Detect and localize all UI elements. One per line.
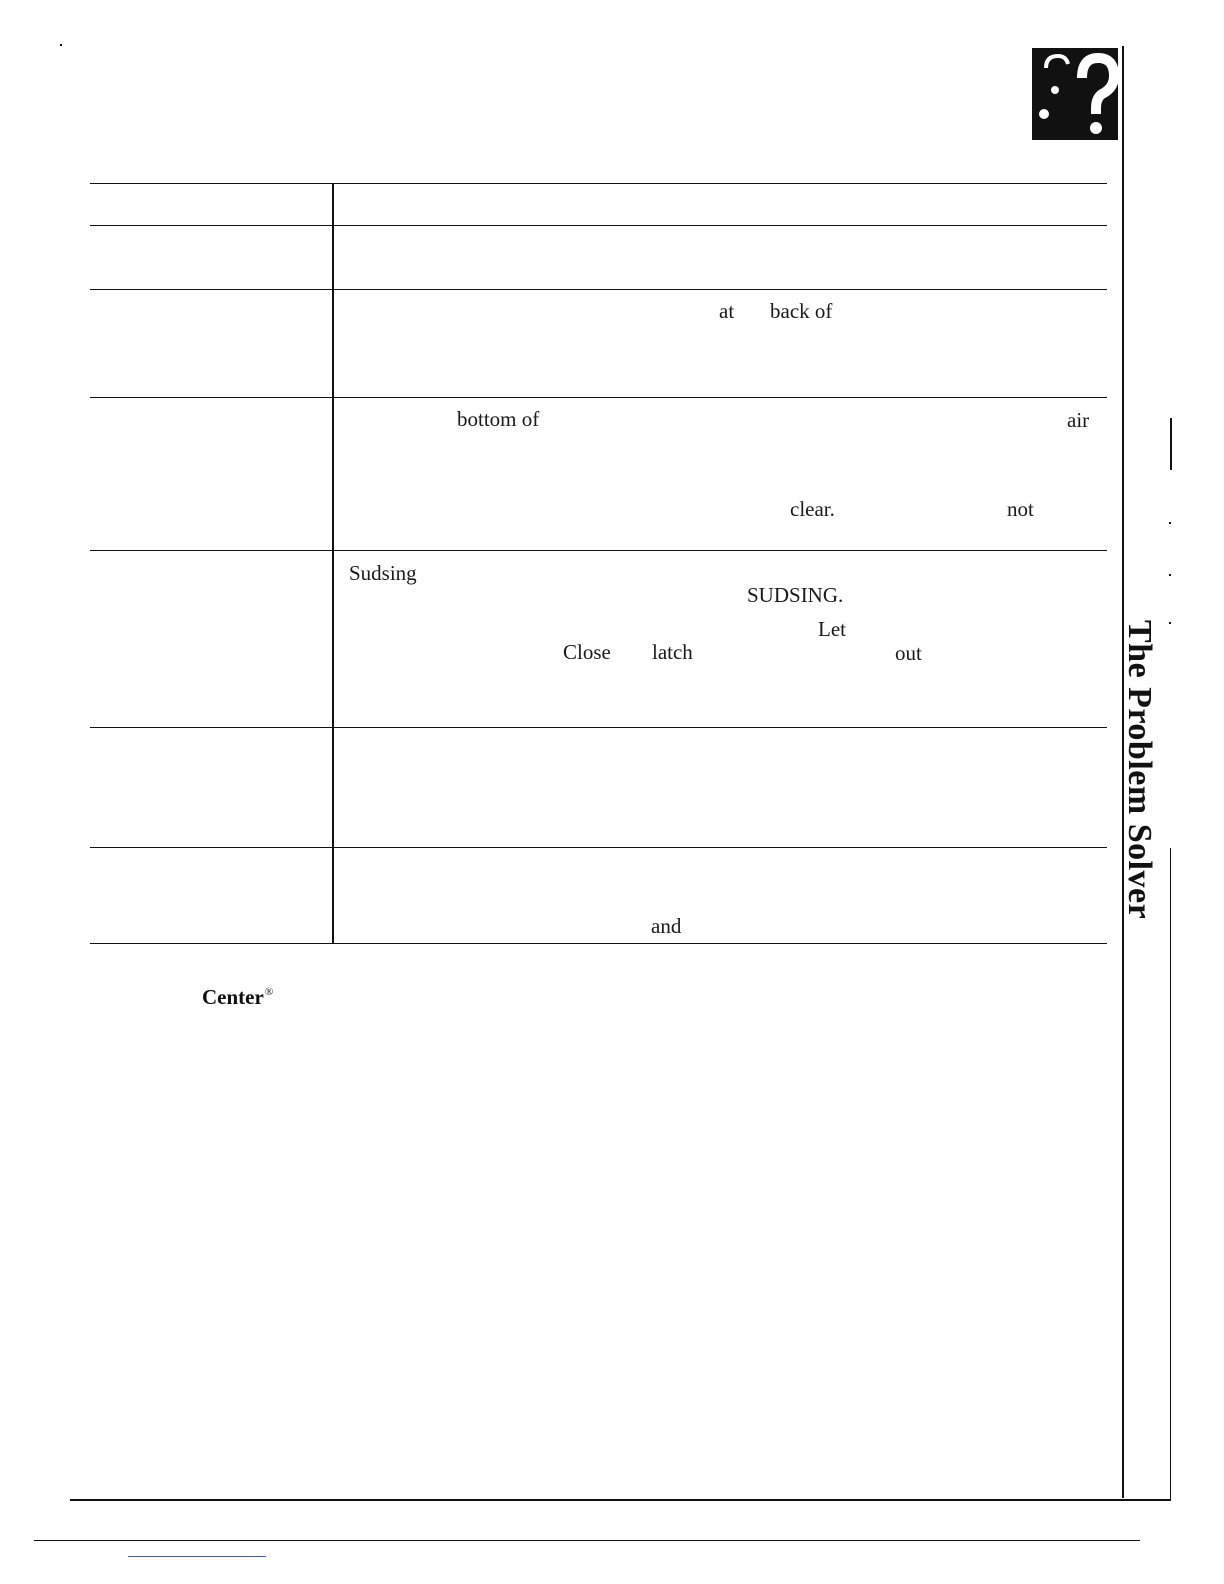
side-dot	[1169, 574, 1171, 576]
table-rule	[90, 397, 1107, 398]
table-rule	[90, 225, 1107, 226]
table-text: SUDSING.	[747, 583, 844, 607]
right-outer-rule	[1170, 848, 1171, 1500]
table-text: Let	[818, 617, 846, 641]
table-text: Close	[563, 640, 611, 664]
side-dot	[1169, 622, 1171, 624]
stray-dot	[60, 44, 62, 46]
table-rule	[90, 727, 1107, 728]
service-center-label	[202, 985, 273, 1010]
table-text: Sudsing	[349, 561, 417, 585]
table-text: latch	[652, 640, 693, 664]
table-text: air	[1067, 408, 1090, 432]
table-rule	[90, 847, 1107, 848]
table-rule	[90, 183, 1107, 184]
bottom-rule	[70, 1499, 1171, 1501]
footer-rule	[34, 1540, 1140, 1541]
table-text: back of	[770, 299, 833, 323]
table-text: out	[895, 641, 922, 665]
side-title: The Problem Solver	[1121, 620, 1158, 920]
side-tick	[1170, 418, 1172, 470]
center-text: Center	[202, 985, 264, 1009]
table-rule	[90, 550, 1107, 551]
table-text: at	[719, 299, 735, 323]
table-column-divider	[332, 183, 334, 944]
question-mark-logo-icon	[1032, 48, 1118, 140]
table-text: bottom of	[457, 407, 540, 431]
table-text: and	[651, 914, 682, 938]
footer-link-underline[interactable]	[128, 1556, 266, 1557]
table-text: not	[1007, 497, 1034, 521]
table-rule	[90, 289, 1107, 290]
table-text: clear.	[790, 497, 835, 521]
table-rule	[90, 943, 1107, 944]
side-dot	[1169, 522, 1171, 524]
registered-mark: ®	[264, 986, 274, 998]
